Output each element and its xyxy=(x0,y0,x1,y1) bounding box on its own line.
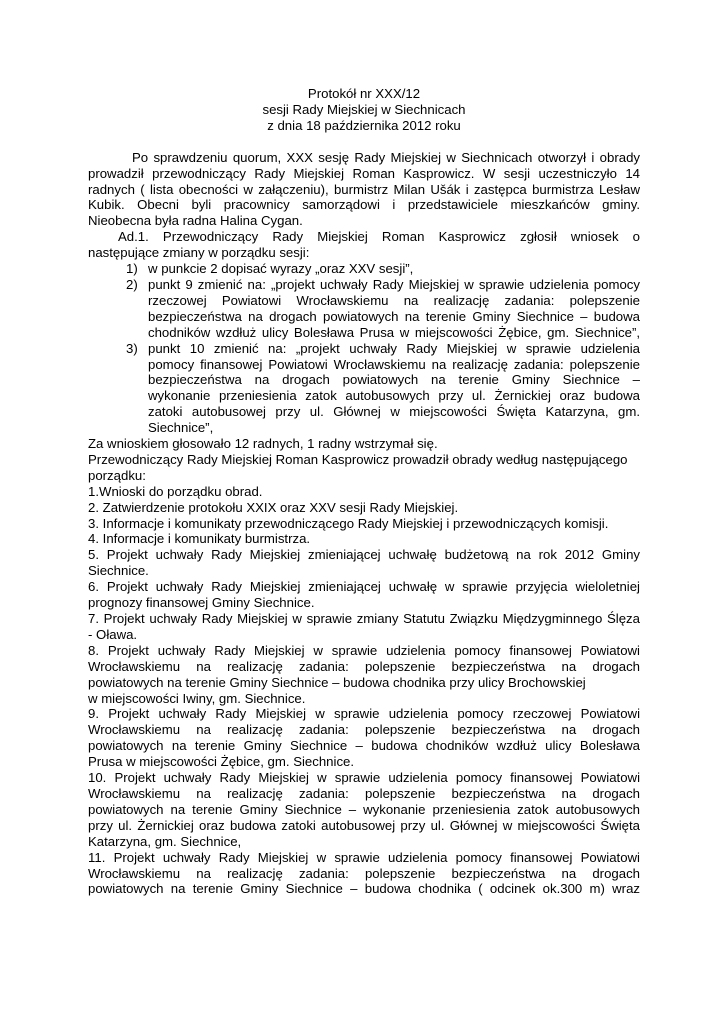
session-date: z dnia 18 października 2012 roku xyxy=(267,117,461,133)
change-line: wykonanie przeniesienia zatok autobusowych przy ul. Żernickiej oraz budowa xyxy=(148,388,640,404)
change-item xyxy=(126,341,640,436)
agenda-item xyxy=(88,484,640,500)
order-intro-line: porządku: xyxy=(88,467,146,483)
agenda-item xyxy=(88,531,640,547)
session-title: sesji Rady Miejskiej w Siechnicach xyxy=(262,101,466,117)
change-line: chodników wzdłuż ulicy Bolesława Prusa w miejscowości Żębice, gm. Siechnice”, xyxy=(148,324,640,340)
agenda-line: powiatowych na terenie Gminy Siechnice – budowa chodników wzdłuż ulicy Bolesława xyxy=(88,738,640,754)
vote-result: Za wnioskiem głosowało 12 radnych, 1 radny wstrzymał się. xyxy=(88,436,438,452)
agenda-line: w miejscowości Iwiny, gm. Siechnice. xyxy=(88,690,306,706)
agenda-line: powiatowych na terenie Gminy Siechnice – budowa chodnika przy ulicy Brochowskiej xyxy=(88,674,586,690)
agenda-item xyxy=(88,850,640,898)
intro-line: Po sprawdzeniu quorum, XXX sesję Rady Miejskiej w Siechnicach otworzył i obrady xyxy=(132,149,640,165)
ad1-paragraph xyxy=(88,229,640,261)
spacer xyxy=(88,134,640,150)
agenda-line: Wrocławskiemu na realizację zadania: polepszenie bezpieczeństwa na drogach xyxy=(88,785,640,801)
agenda-line: powiatowych na terenie Gminy Siechnice – wykonanie przeniesienia zatok autobusowych xyxy=(88,801,640,817)
agenda-line: Katarzyna, gm. Siechnice, xyxy=(88,833,242,849)
ad1-line: następujące zmiany w porządku sesji: xyxy=(88,245,310,261)
agenda-line: 3. Informacje i komunikaty przewodniczącego Rady Miejskiej i przewodniczących komisji. xyxy=(88,515,609,531)
change-line: rzeczowej Powiatowi Wrocławskiemu na realizację zadania: polepszenie xyxy=(148,292,640,308)
agenda-line: 1.Wnioski do porządku obrad. xyxy=(88,483,263,499)
agenda-line: 9. Projekt uchwały Rady Miejskiej w sprawie udzielenia pomocy rzeczowej Powiatowi xyxy=(88,706,640,722)
change-item xyxy=(126,277,640,341)
agenda-item xyxy=(88,547,640,579)
protocol-title: Protokół nr XXX/12 xyxy=(307,86,421,101)
agenda-line: Siechnice. xyxy=(88,563,149,579)
document-body xyxy=(88,86,640,897)
agenda-line: 5. Projekt uchwały Rady Miejskiej zmieniającej uchwałę budżetową na rok 2012 Gminy xyxy=(88,547,640,563)
agenda-list xyxy=(88,484,640,898)
agenda-line: 2. Zatwierdzenie protokołu XXIX oraz XXV sesji Rady Miejskiej. xyxy=(88,499,459,515)
document-header xyxy=(88,86,640,134)
agenda-line: 7. Projekt uchwały Rady Miejskiej w sprawie zmiany Statutu Związku Międzygminnego Ślęza xyxy=(88,611,640,626)
ad1-line: Ad.1. Przewodniczący Rady Miejskiej Roman Kasprowicz zgłosił wniosek o xyxy=(118,229,640,245)
agenda-item xyxy=(88,611,640,643)
agenda-line: Prusa w miejscowości Żębice, gm. Siechnice. xyxy=(88,754,355,770)
change-number: 3) xyxy=(126,340,138,356)
intro-line: radnych ( lista obecności w załączeniu), burmistrz Milan Ušák i zastępca burmistrza Lesław xyxy=(88,181,640,197)
changes-list xyxy=(88,261,640,436)
agenda-line: 8. Projekt uchwały Rady Miejskiej w sprawie udzielenia pomocy finansowej Powiatowi xyxy=(88,642,640,658)
change-line: punkt 9 zmienić na: „projekt uchwały Rady Miejskiej w sprawie udzielenia pomocy xyxy=(148,276,640,292)
agenda-item xyxy=(88,500,640,516)
agenda-line: Wrocławskiemu na realizację zadania: polepszenie bezpieczeństwa na drogach xyxy=(88,658,640,674)
agenda-line: prognozy finansowej Gminy Siechnice. xyxy=(88,595,315,611)
agenda-line: - Oława. xyxy=(88,626,138,642)
change-number: 1) xyxy=(126,261,138,277)
change-number: 2) xyxy=(126,276,138,292)
agenda-item xyxy=(88,706,640,770)
agenda-line: powiatowych na terenie Gminy Siechnice – budowa chodnika ( odcinek ok.300 m) wraz xyxy=(88,881,640,897)
order-intro xyxy=(88,452,640,484)
intro-line: Kubik. Obecni byli pracownicy samorządowi i przedstawiciele mieszkańców gminy. xyxy=(88,197,640,213)
intro-paragraph xyxy=(88,150,640,230)
order-intro-line: Przewodniczący Rady Miejskiej Roman Kasprowicz prowadził obrady według następującego xyxy=(88,451,628,467)
agenda-line: 11. Projekt uchwały Rady Miejskiej w sprawie udzielenia pomocy finansowej Powiatowi xyxy=(88,849,640,865)
intro-line: Nieobecna była radna Halina Cygan. xyxy=(88,213,303,229)
change-item xyxy=(126,261,640,277)
agenda-line: Wrocławskiemu na realizację zadania: polepszenie bezpieczeństwa na drogach xyxy=(88,722,640,738)
agenda-item xyxy=(88,643,640,707)
agenda-item xyxy=(88,770,640,850)
change-line: w punkcie 2 dopisać wyrazy „oraz XXV sesji”, xyxy=(148,261,414,277)
change-line: pomocy finansowej Powiatowi Wrocławskiemu na realizację zadania: polepszenie xyxy=(148,356,640,372)
change-line: punkt 10 zmienić na: „projekt uchwały Rady Miejskiej w sprawie udzielenia xyxy=(148,340,640,356)
agenda-line: Wrocławskiemu na realizację zadania: polepszenie bezpieczeństwa na drogach xyxy=(88,865,640,881)
agenda-line: 6. Projekt uchwały Rady Miejskiej zmieniającej uchwałę w sprawie przyjęcia wieloletniej xyxy=(88,579,640,595)
intro-line: prowadził przewodniczący Rady Miejskiej Roman Kasprowicz. W sesji uczestniczyło 14 xyxy=(88,165,640,181)
change-line: bezpieczeństwa na drogach powiatowych na terenie Gminy Siechnice – xyxy=(148,372,640,388)
change-line: zatoki autobusowej przy ul. Głównej w miejscowości Święta Katarzyna, gm. xyxy=(148,404,640,420)
agenda-item xyxy=(88,579,640,611)
change-line: bezpieczeństwa na drogach powiatowych na terenie Gminy Siechnice – budowa xyxy=(148,308,640,324)
change-line: Siechnice”, xyxy=(148,420,214,436)
agenda-line: przy ul. Żernickiej oraz budowa zatoki autobusowej przy ul. Głównej w miejscowości Święta xyxy=(88,817,640,833)
agenda-item xyxy=(88,516,640,532)
agenda-line: 10. Projekt uchwały Rady Miejskiej w sprawie udzielenia pomocy finansowej Powiatowi xyxy=(88,770,640,786)
agenda-line: 4. Informacje i komunikaty burmistrza. xyxy=(88,531,311,547)
